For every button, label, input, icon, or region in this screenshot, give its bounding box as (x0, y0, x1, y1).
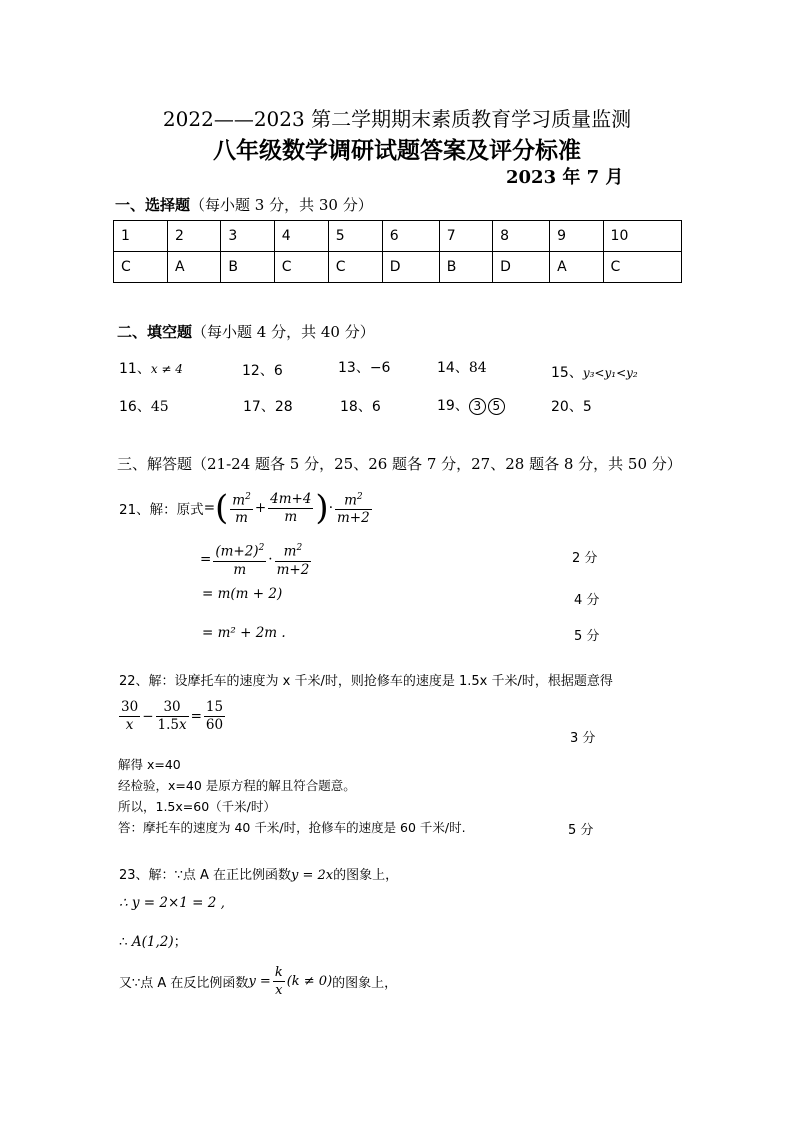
fill-item-13 (338, 357, 390, 377)
section2-heading-line (117, 321, 375, 342)
exam-title-line2: 八年级数学调研试题答案及评分标准 (213, 137, 581, 164)
table-cell: A (550, 252, 603, 283)
fill-item-14 (437, 357, 487, 377)
point-a-coord: A(1,2) (131, 934, 174, 950)
q21-line1: 21、解：原式=( $\frac{m^2}{m}$ + $\frac{4m+4}{m}$ )· $\frac{m^2}{m+2}$ (119, 488, 370, 528)
semicolon: ； (173, 934, 188, 950)
fill-item-11 (119, 358, 183, 378)
table-cell: C (603, 252, 681, 283)
q23-line4-tail: 的图象上， (332, 976, 398, 991)
circled-number: 3 (469, 398, 486, 415)
q21-step3: = m² + 2m . (202, 625, 286, 641)
fill-label: 19、 (437, 398, 469, 414)
q23-line2: ∴ y = 2×1 = 2 , (119, 895, 225, 911)
q21-score3: 5 分 (574, 629, 600, 644)
table-cell: D (382, 252, 439, 283)
section2-heading: 二、填空题 (117, 323, 193, 341)
q21-score2: 4 分 (574, 593, 600, 608)
section1-heading-line (115, 194, 373, 215)
q23-line1-text: 23、解：∵点 A 在正比例函数 (119, 868, 291, 883)
section3-note: （21-24 题各 5 分，25、26 题各 7 分，27、28 题各 8 分，共 50 分） (192, 455, 682, 473)
q22-score2: 5 分 (568, 823, 594, 838)
choice-answer-table (113, 220, 682, 283)
section2-note: （每小题 4 分，共 40 分） (192, 323, 375, 341)
table-cell: 6 (382, 221, 439, 252)
fill-answer: 45 (150, 399, 169, 415)
q21-step2: = m(m + 2) (202, 586, 283, 602)
therefore-symbol: ∴ (119, 934, 132, 950)
section1-note: （每小题 3 分，共 30 分） (190, 196, 373, 214)
q22-score1: 3 分 (570, 731, 596, 746)
table-row-numbers (114, 221, 682, 252)
q23-expr: y = 2x (290, 868, 334, 883)
q21-step1: = $\frac{(m+2)^2}{m}$ · $\frac{m^2}{m+2}$ (200, 540, 313, 579)
table-cell: B (439, 252, 492, 283)
q23-line1-tail: 的图象上， (333, 868, 399, 883)
fill-label: 12、 (242, 363, 274, 379)
fill-label: 18、 (340, 399, 372, 415)
fill-label: 16、 (119, 399, 151, 415)
table-cell: C (328, 252, 382, 283)
fill-label: 20、 (551, 399, 583, 415)
table-row-answers (114, 252, 682, 283)
table-cell: B (221, 252, 274, 283)
q23-line3 (119, 930, 187, 950)
q23-line4-text: 又∵点 A 在反比例函数 (119, 976, 249, 991)
fill-item-18 (340, 396, 381, 416)
q22-intro: 22、解：设摩托车的速度为 x 千米/时，则抢修车的速度是 1.5x 千米/时，根据题意得 (119, 674, 613, 689)
q23-line4: 又∵点 A 在反比例函数y = $\frac{k}{x}$ (k ≠ 0)的图象上， (119, 965, 398, 998)
fill-label: 17、 (243, 399, 275, 415)
fill-item-20 (551, 396, 592, 416)
fill-item-19 (437, 395, 507, 415)
section3-heading: 三、解答题 (117, 455, 193, 473)
circled-number: 5 (488, 398, 505, 415)
section1-heading: 一、选择题 (115, 196, 191, 214)
q21-label: 21、解：原式 (119, 502, 204, 518)
fill-item-12 (242, 360, 283, 380)
fill-answer: x ≠ 4 (150, 362, 183, 376)
table-cell: C (274, 252, 328, 283)
fill-answer: 5 (582, 399, 592, 415)
fill-item-17 (243, 396, 293, 416)
table-cell: D (493, 252, 550, 283)
table-cell: C (114, 252, 168, 283)
fill-answer: 28 (274, 399, 293, 415)
q22-line4: 答：摩托车的速度为 40 千米/时，抢修车的速度是 60 千米/时. (118, 820, 466, 835)
q23-line1 (119, 864, 398, 883)
fill-answer: y₃<y₁<y₂ (582, 366, 638, 380)
fill-item-16 (119, 396, 169, 416)
fill-label: 13、 (338, 360, 370, 376)
q22-line3: 所以，1.5x=60（千米/时） (118, 799, 276, 814)
fill-label: 15、 (551, 365, 583, 381)
fill-label: 14、 (437, 360, 469, 376)
fill-item-15 (551, 362, 638, 382)
table-cell: 8 (493, 221, 550, 252)
q22-equation: $\frac{30}{x}$ − $\frac{30}{1.5x}$ = $\frac{15}{60}$ (121, 699, 224, 733)
q21-score1: 2 分 (572, 551, 598, 566)
fill-answer: −6 (369, 360, 391, 376)
fill-answer: 6 (273, 363, 283, 379)
q22-line1: 解得 x=40 (118, 757, 181, 772)
exam-date: 2023 年 7 月 (506, 167, 624, 188)
exam-title-line1: 2022——2023 第二学期期末素质教育学习质量监测 (162, 107, 632, 131)
table-cell: A (167, 252, 220, 283)
q22-line2: 经检验，x=40 是原方程的解且符合题意。 (118, 778, 356, 793)
table-cell: 1 (114, 221, 168, 252)
table-cell: 7 (439, 221, 492, 252)
table-cell: 10 (603, 221, 681, 252)
fill-answer: 84 (468, 360, 487, 376)
fill-answer: 6 (371, 399, 381, 415)
section3-heading-line (117, 453, 682, 474)
table-cell: 4 (274, 221, 328, 252)
table-cell: 9 (550, 221, 603, 252)
fill-label: 11、 (119, 361, 151, 377)
table-cell: 3 (221, 221, 274, 252)
table-cell: 5 (328, 221, 382, 252)
table-cell: 2 (167, 221, 220, 252)
